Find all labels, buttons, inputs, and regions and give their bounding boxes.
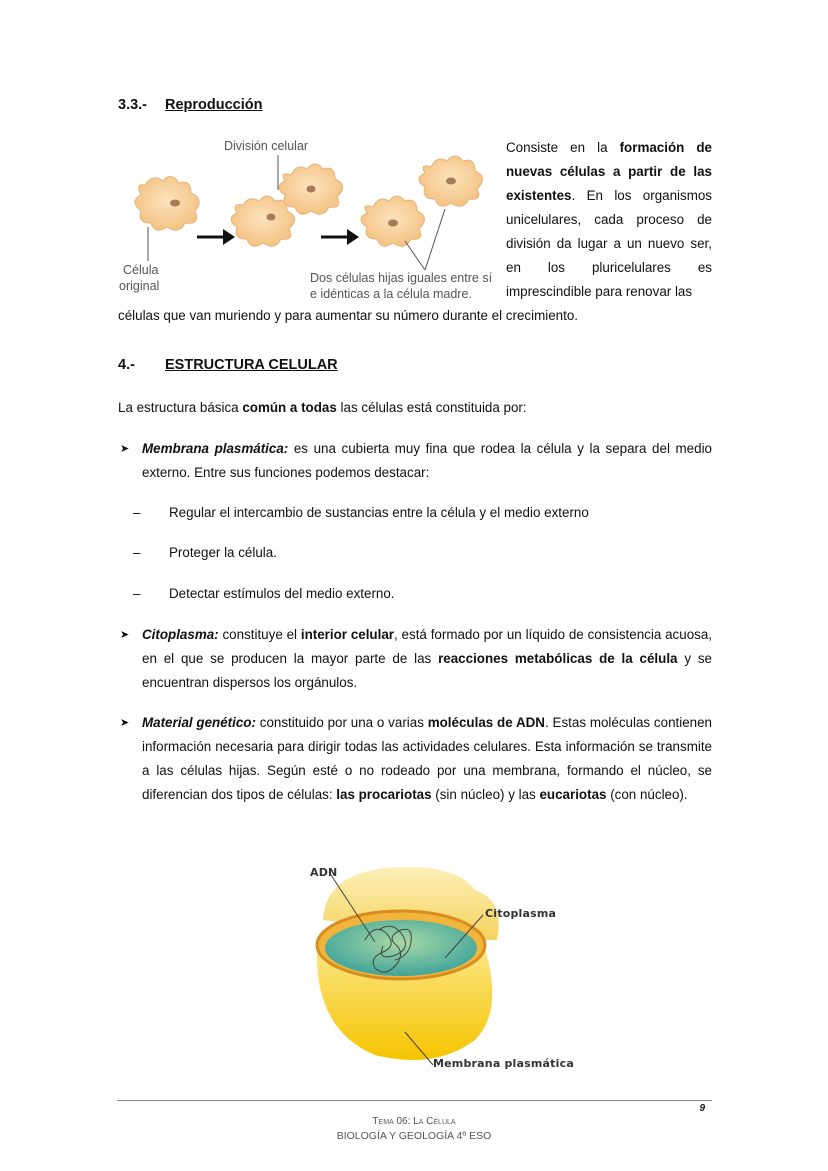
footer-topic: Tema 06: La Célula (372, 1116, 456, 1127)
text-run: . En los organismos unicelulares, cada proceso de división da lugar a un nuevo ser, en los pluricelulares es imprescindible para renovar las (506, 188, 712, 299)
reproduccion-paragraph (506, 136, 712, 304)
footer-divider (117, 1100, 712, 1101)
dash-bullet-icon: – (133, 545, 141, 560)
bold-run: reacciones metabólicas de la célula (438, 651, 678, 666)
arrow-bullet-icon: ➤ (120, 717, 130, 729)
text-run: (con núcleo). (606, 787, 688, 802)
footer-course: BIOLOGÍA Y GEOLOGÍA 4º ESO (336, 1130, 492, 1142)
intro-paragraph (118, 396, 712, 420)
section-title: ESTRUCTURA CELULAR (165, 357, 338, 373)
text-run: . Estas moléculas contienen información necesaria para dirigir todas las actividades celulares. Esta información se transmite a las células hijas. Según esté o no rodeado por una membrana, formando el núcleo, se diferencian dos tipos de células: (142, 715, 712, 802)
bold-run: interior celular (300, 627, 394, 642)
label-membrana-plasmatica: Membrana plasmática (433, 1057, 574, 1070)
label-daughters-2: e idénticas a la célula madre. (310, 287, 472, 301)
label-division-celular: División celular (224, 139, 309, 153)
section-heading-reproduccion (118, 97, 263, 113)
daughter-cells (361, 156, 483, 246)
bold-run: eucariotas (539, 787, 607, 802)
list-item-citoplasma (120, 623, 712, 695)
label-adn: ADN (310, 866, 338, 879)
function-text: Detectar estímulos del medio externo. (169, 586, 395, 601)
arrow-icon (321, 229, 359, 245)
arrow-bullet-icon: ➤ (120, 629, 130, 641)
text-run: es una cubierta muy fina que rodea la célula y la separa del medio externo. Entre sus funciones podemos destacar: (142, 441, 712, 480)
label-celula: Célula (123, 263, 159, 277)
text-run: , está formado por un líquido de consistencia acuosa, en el que se producen la mayor parte de las (142, 627, 713, 666)
reproduccion-paragraph-end: células que van muriendo y para aumentar su número durante el crecimiento. (118, 308, 578, 323)
arrow-bullet-icon: ➤ (120, 443, 130, 455)
bold-run: las procariotas (336, 787, 432, 802)
bold-run: común a todas (242, 400, 337, 415)
label-daughters-1: Dos células hijas iguales entre sí (310, 271, 493, 285)
dash-bullet-icon: – (133, 586, 141, 601)
arrow-icon (197, 229, 235, 245)
section-number: 3.3.- (118, 97, 148, 113)
label-citoplasma: Citoplasma (485, 907, 557, 920)
text-run: (sin núcleo) y las (431, 787, 540, 802)
section-number: 4.- (118, 357, 135, 373)
term-citoplasma: Citoplasma: (142, 627, 219, 642)
text-run: La estructura básica (118, 400, 243, 415)
bold-run: formación de nuevas células a partir de las existentes (506, 140, 713, 203)
original-cell (135, 176, 199, 230)
page-number: 9 (699, 1103, 705, 1114)
text-run: y se encuentran dispersos los orgánulos. (142, 651, 712, 690)
list-item-membrana (120, 437, 712, 485)
text-run: las células está constituida por: (336, 400, 527, 415)
term-material-genetico: Material genético: (142, 715, 256, 730)
list-item-material-genetico (120, 711, 712, 807)
section-title: Reproducción (165, 97, 263, 113)
cell-structure-figure (305, 860, 565, 1075)
term-membrana: Membrana plasmática: (142, 441, 289, 456)
label-original: original (119, 279, 160, 293)
function-text: Regular el intercambio de sustancias entre la célula y el medio externo (169, 505, 589, 520)
function-text: Proteger la célula. (169, 545, 277, 560)
text-run: Consiste en la (506, 140, 620, 155)
section-heading-estructura (118, 357, 338, 373)
dividing-cell (231, 164, 343, 246)
bold-run: moléculas de ADN (427, 715, 545, 730)
text-run: constituye el (218, 627, 301, 642)
text-run: constituido por una o varias (255, 715, 428, 730)
dash-bullet-icon: – (133, 505, 141, 520)
